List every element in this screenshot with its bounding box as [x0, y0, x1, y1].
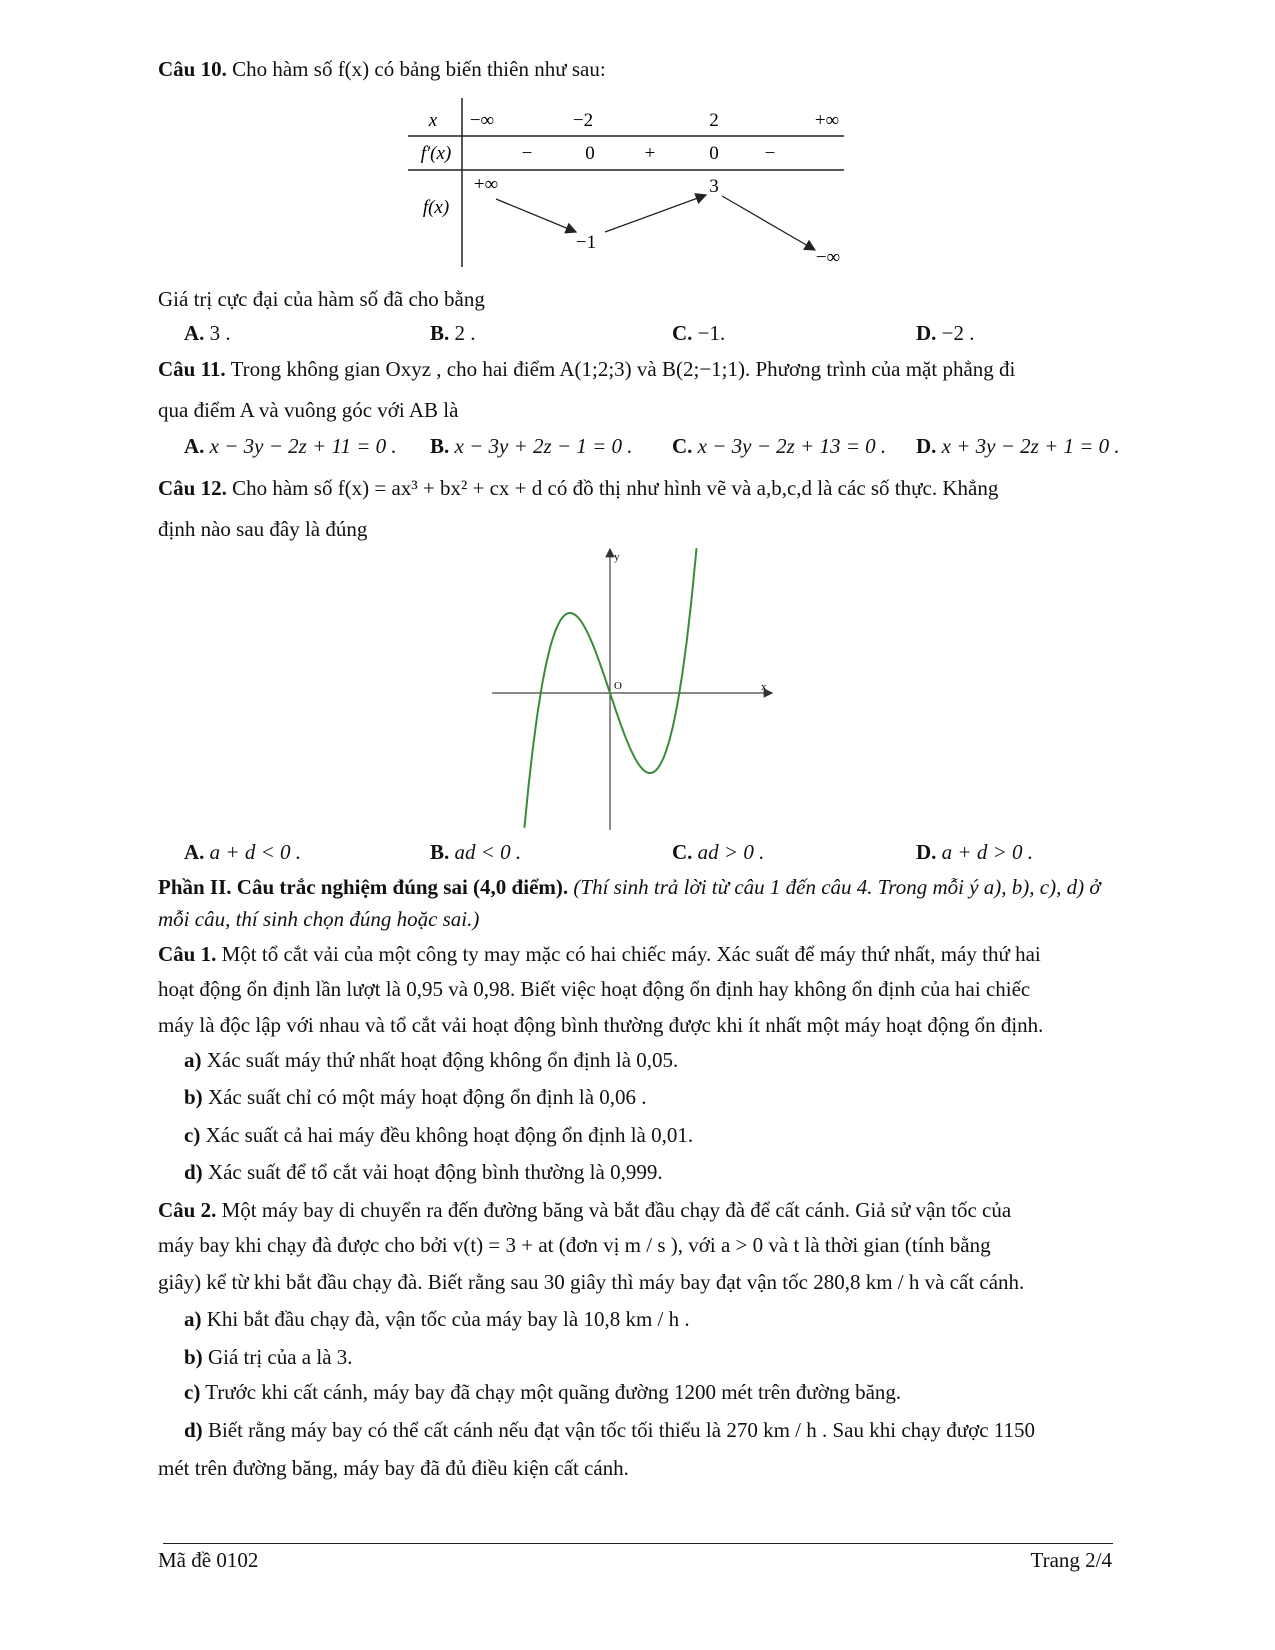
p2q2-label: Câu 2.	[158, 1198, 217, 1222]
footer-divider	[163, 1543, 1113, 1544]
q12-stem-2: định nào sau đây là đúng	[158, 517, 368, 541]
p2q1-stem-1: Câu 1. Một tổ cắt vải của một công ty may mặc có hai chiếc máy. Xác suất để máy thứ nhất, máy thứ hai	[158, 942, 1041, 966]
q10-label: Câu 10.	[158, 57, 227, 81]
q12-stem-1: Câu 12. Cho hàm số f(x) = ax³ + bx² + cx + d có đồ thị như hình vẽ và a,b,c,d là các số thực. Khẳng	[158, 476, 999, 500]
vt-arrow-up	[605, 195, 706, 232]
p2q1-label: Câu 1.	[158, 942, 217, 966]
p2q1-item-d[interactable]: d) Xác suất để tổ cắt vải hoạt động bình thường là 0,999.	[184, 1160, 663, 1184]
vt-fprime-label: f′(x)	[420, 143, 452, 164]
q12-label: Câu 12.	[158, 476, 227, 500]
footer-exam-code: Mã đề 0102	[158, 1548, 259, 1572]
p2q1-stem-3: máy là độc lập với nhau và tổ cắt vải hoạt động bình thường được khi ít nhất một máy hoạt động ổn định.	[158, 1013, 1044, 1037]
p2q2-stem-1: Câu 2. Một máy bay di chuyển ra đến đường băng và bắt đầu chạy đà để cất cánh. Giả sử vận tốc của	[158, 1198, 1012, 1222]
q11-label: Câu 11.	[158, 357, 226, 381]
q12-option-a[interactable]: A. a + d < 0 .	[184, 840, 302, 864]
q12-option-b[interactable]: B. ad < 0 .	[430, 840, 522, 864]
vt-sign-4: 0	[709, 143, 719, 164]
vt-x-minus2: −2	[572, 110, 594, 131]
vt-f-3: 3	[709, 176, 719, 197]
p2q2-stem-3: giây) kể từ khi bắt đầu chạy đà. Biết rằng sau 30 giây thì máy bay đạt vận tốc 280,8 km / h và cất cánh.	[158, 1270, 1025, 1294]
q10-option-d[interactable]: D. −2 .	[916, 321, 975, 345]
q10-stem	[158, 57, 606, 82]
vt-sign-1: −	[521, 143, 533, 164]
vt-x-label: x	[428, 110, 438, 131]
vt-x-pos-inf: +∞	[814, 110, 840, 131]
p2q1-item-a[interactable]: a) Xác suất máy thứ nhất hoạt động không ổn định là 0,05.	[184, 1048, 679, 1072]
part2-instr-2: mỗi câu, thí sinh chọn đúng hoặc sai.)	[158, 907, 480, 931]
p2q1-stem-2: hoạt động ổn định lần lượt là 0,95 và 0,98. Biết việc hoạt động ổn định hay không ổn định của hai chiếc	[158, 977, 1031, 1001]
part2-heading	[158, 875, 1101, 900]
p2q2-item-d-cont: mét trên đường băng, máy bay đã đủ điều kiện cất cánh.	[158, 1456, 629, 1480]
q11-stem-1: Câu 11. Trong không gian Oxyz , cho hai điểm A(1;2;3) và B(2;−1;1). Phương trình của mặt phẳng đi	[158, 357, 1016, 381]
vt-sign-3: +	[644, 143, 656, 164]
variation-table	[400, 95, 850, 270]
vt-f-pos-inf: +∞	[473, 174, 499, 195]
p2q1-item-c[interactable]: c) Xác suất cả hai máy đều không hoạt động ổn định là 0,01.	[184, 1123, 694, 1147]
graph-y-label: y	[614, 551, 620, 563]
q10-prompt: Giá trị cực đại của hàm số đã cho bằng	[158, 287, 485, 311]
part2-instr-1: (Thí sinh trả lời từ câu 1 đến câu 4. Trong mỗi ý a), b), c), d) ở	[573, 875, 1101, 899]
q11-option-d[interactable]: D. x + 3y − 2z + 1 = 0 .	[916, 434, 1120, 458]
vt-arrow-down-2	[722, 196, 815, 250]
q12-option-d[interactable]: D. a + d > 0 .	[916, 840, 1034, 864]
p2q2-item-a[interactable]: a) Khi bắt đầu chạy đà, vận tốc của máy bay là 10,8 km / h .	[184, 1307, 690, 1331]
q10-option-a[interactable]: A. 3 .	[184, 321, 231, 345]
footer-page-number: Trang 2/4	[1030, 1548, 1112, 1572]
vt-x-2: 2	[709, 110, 719, 131]
p2q2-stem-2: máy bay khi chạy đà được cho bởi v(t) = 3 + at (đơn vị m / s ), với a > 0 và t là thời gian (tính bằng	[158, 1233, 991, 1257]
q12-option-c[interactable]: C. ad > 0 .	[672, 840, 765, 864]
vt-sign-2: 0	[585, 143, 595, 164]
q10-option-b[interactable]: B. 2 .	[430, 321, 476, 345]
q11-stem-2: qua điểm A và vuông góc với AB là	[158, 398, 459, 422]
q11-option-c[interactable]: C. x − 3y − 2z + 13 = 0 .	[672, 434, 887, 458]
graph-origin-label: O	[614, 680, 622, 692]
p2q2-item-c[interactable]: c) Trước khi cất cánh, máy bay đã chạy một quãng đường 1200 mét trên đường băng.	[184, 1380, 902, 1404]
p2q2-item-b[interactable]: b) Giá trị của a là 3.	[184, 1345, 353, 1369]
graph-x-label: x	[761, 681, 767, 693]
q10-text: Cho hàm số f(x) có bảng biến thiên như sau:	[232, 57, 606, 81]
vt-f-minus1: −1	[575, 232, 597, 253]
q11-option-b[interactable]: B. x − 3y + 2z − 1 = 0 .	[430, 434, 633, 458]
p2q2-item-d[interactable]: d) Biết rằng máy bay có thể cất cánh nếu đạt vận tốc tối thiểu là 270 km / h . Sau khi chạy được 1150	[184, 1418, 1036, 1442]
vt-arrow-down-1	[496, 199, 576, 232]
q11-option-a[interactable]: A. x − 3y − 2z + 11 = 0 .	[184, 434, 397, 458]
vt-f-label: f(x)	[422, 197, 450, 218]
vt-sign-5: −	[764, 143, 776, 164]
cubic-graph	[490, 545, 780, 835]
vt-f-neg-inf: −∞	[815, 247, 841, 268]
p2q1-item-b[interactable]: b) Xác suất chỉ có một máy hoạt động ổn định là 0,06 .	[184, 1085, 647, 1109]
part2-title: Phần II. Câu trắc nghiệm đúng sai (4,0 điểm).	[158, 875, 569, 899]
q10-option-c[interactable]: C. −1.	[672, 321, 726, 345]
vt-x-neg-inf: −∞	[469, 110, 495, 131]
